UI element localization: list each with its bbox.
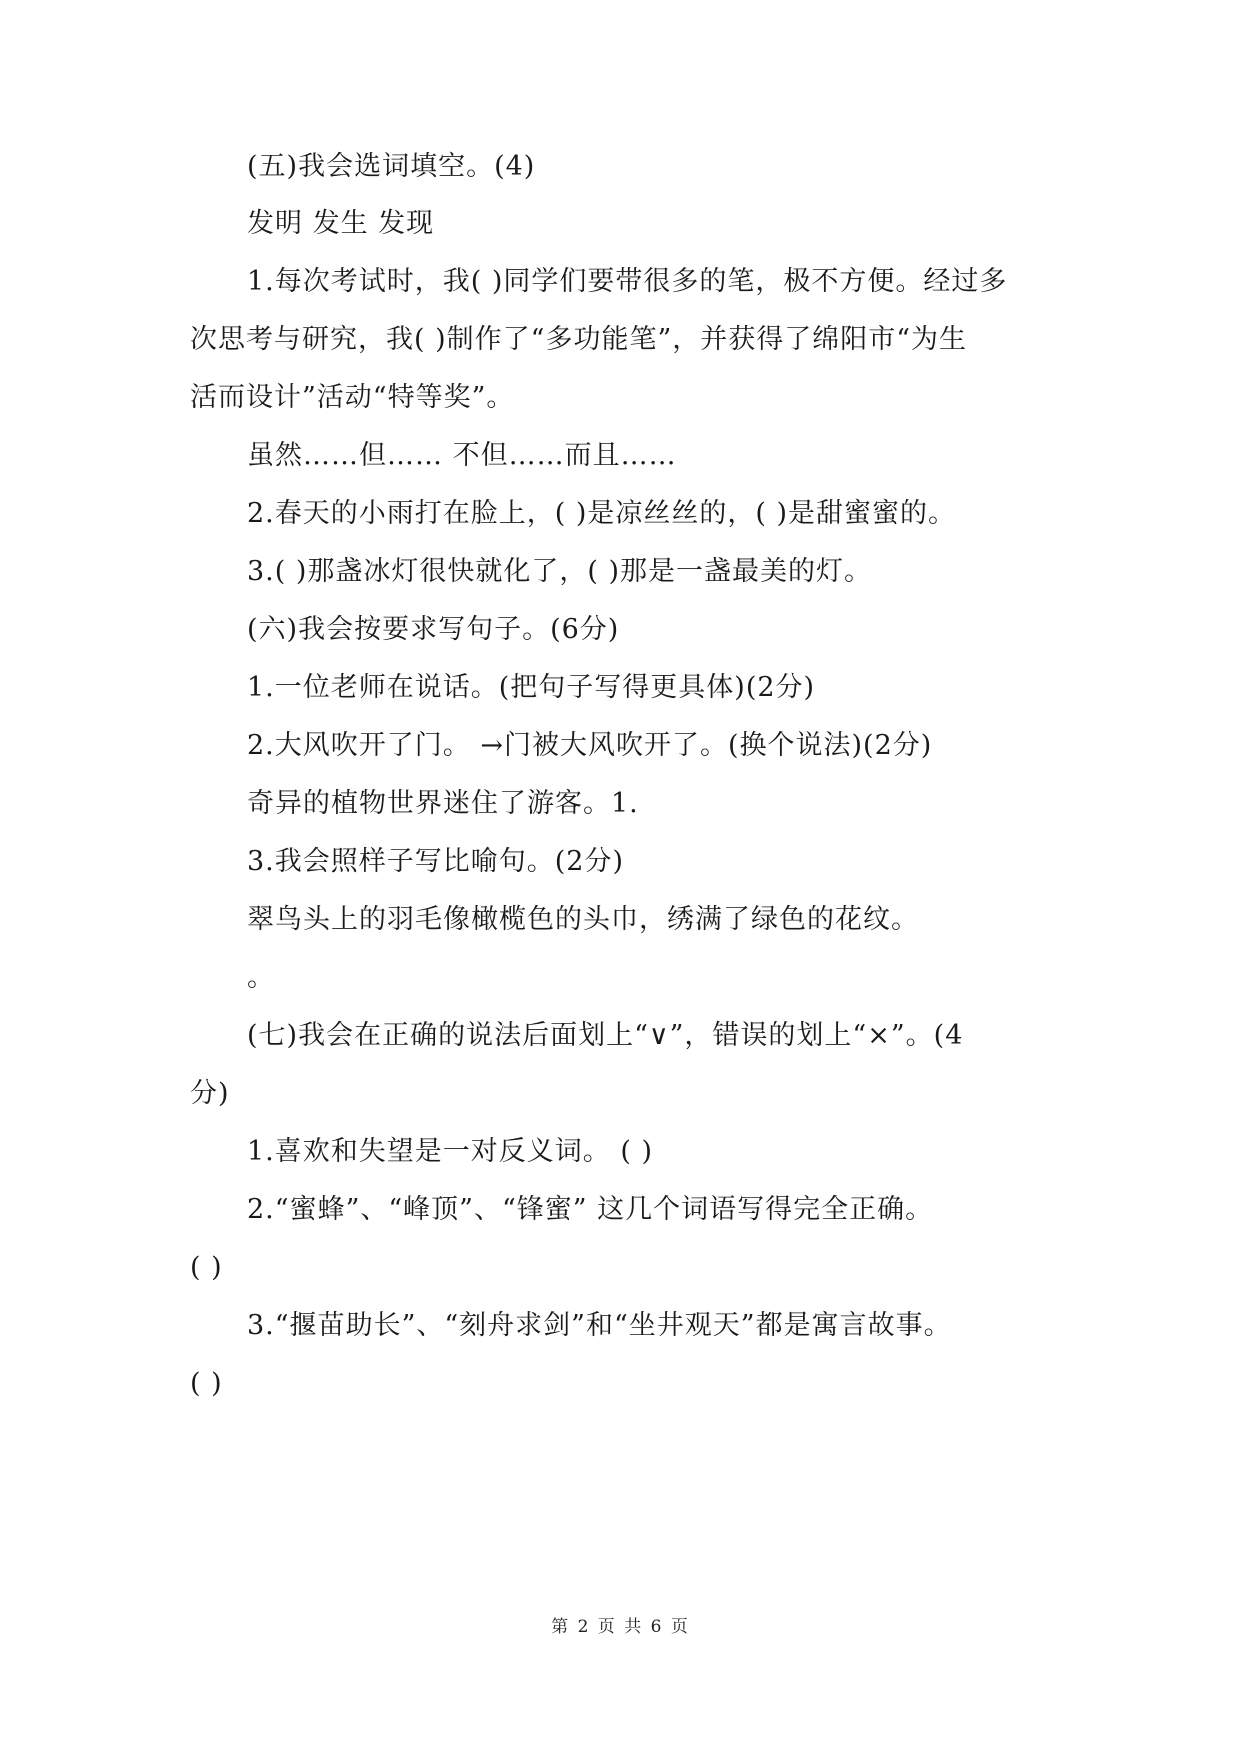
section-7-heading-cont: 分) (190, 1078, 230, 1109)
question-6-3-answer-line: 。 (247, 962, 275, 993)
section-7-heading: (七)我会在正确的说法后面划上“∨”，错误的划上“×”。(4 (247, 1020, 964, 1051)
question-7-3-blank: ( ) (190, 1368, 223, 1399)
word-choices-1: 发明 发生 发现 (247, 208, 435, 239)
question-6-1: 1.一位老师在说话。(把句子写得更具体)(2分) (247, 672, 816, 703)
question-5-1-line-2: 次思考与研究，我( )制作了“多功能笔”，并获得了绵阳市“为生 (190, 324, 968, 355)
section-5-heading: (五)我会选词填空。(4) (247, 151, 536, 182)
question-6-3: 3.我会照样子写比喻句。(2分) (247, 846, 625, 877)
word-choices-2: 虽然……但…… 不但……而且…… (247, 440, 677, 471)
question-7-2-blank: ( ) (190, 1252, 223, 1283)
question-7-2: 2.“蜜蜂”、“峰顶”、“锋蜜” 这几个词语写得完全正确。 (247, 1194, 934, 1225)
question-6-2-sentence: 奇异的植物世界迷住了游客。1. (247, 788, 639, 819)
question-5-3: 3.( )那盏冰灯很快就化了，( )那是一盏最美的灯。 (247, 556, 873, 587)
question-5-2: 2.春天的小雨打在脸上，( )是凉丝丝的，( )是甜蜜蜜的。 (247, 498, 957, 529)
question-5-1-line-1: 1.每次考试时，我( )同学们要带很多的笔，极不方便。经过多 (247, 266, 1008, 297)
page-footer: 第 2 页 共 6 页 (551, 1617, 690, 1637)
question-7-3: 3.“揠苗助长”、“刻舟求剑”和“坐井观天”都是寓言故事。 (247, 1310, 952, 1341)
question-7-1: 1.喜欢和失望是一对反义词。 ( ) (247, 1136, 653, 1167)
question-6-3-example: 翠鸟头上的羽毛像橄榄色的头巾，绣满了绿色的花纹。 (247, 904, 919, 935)
question-6-2: 2.大风吹开了门。 →门被大风吹开了。(换个说法)(2分) (247, 730, 933, 761)
question-5-1-line-3: 活而设计”活动“特等奖”。 (190, 382, 515, 413)
section-6-heading: (六)我会按要求写句子。(6分) (247, 614, 620, 645)
